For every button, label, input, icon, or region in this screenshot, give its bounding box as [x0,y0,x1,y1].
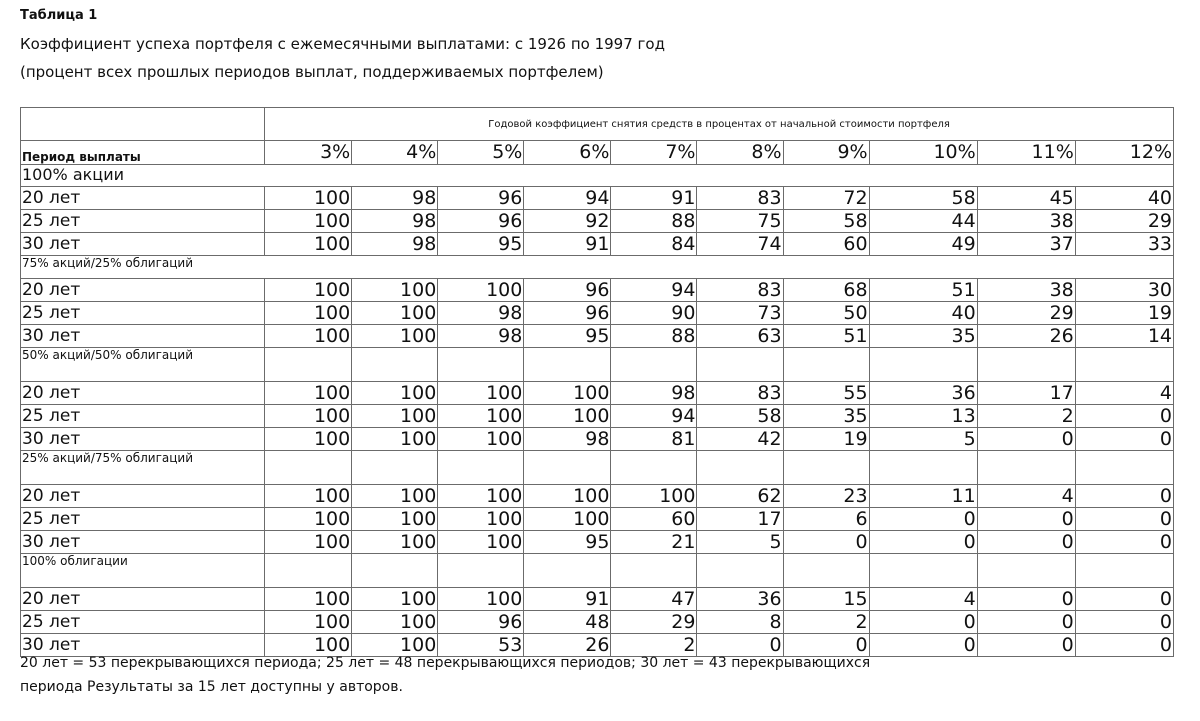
value-cell: 60 [611,508,697,531]
value-cell: 0 [783,531,869,554]
value-cell: 100 [524,485,611,508]
period-cell: 30 лет [21,531,265,554]
value-cell: 81 [611,428,697,451]
value-cell: 100 [352,405,438,428]
empty-cell [265,554,352,588]
value-cell: 98 [352,210,438,233]
value-cell: 100 [438,405,524,428]
value-cell: 100 [438,531,524,554]
section-label-row [21,554,1174,588]
empty-cell [352,554,438,588]
value-cell: 0 [977,634,1075,657]
table-label: Таблица 1 [20,8,98,23]
value-cell: 6 [783,508,869,531]
period-cell: 25 лет [21,405,265,428]
value-cell: 83 [697,279,783,302]
value-cell: 100 [265,325,352,348]
value-cell: 94 [611,279,697,302]
value-cell: 49 [869,233,977,256]
value-cell: 4 [977,485,1075,508]
value-cell: 92 [524,210,611,233]
value-cell: 55 [783,382,869,405]
value-cell: 14 [1075,325,1173,348]
empty-cell [524,451,611,485]
table-row [21,588,1174,611]
section-label: 75% акций/25% облигаций [21,256,1174,279]
section-label-row [21,348,1174,382]
value-cell: 15 [783,588,869,611]
table-row [21,405,1174,428]
value-cell: 100 [265,531,352,554]
value-cell: 100 [438,428,524,451]
rate-header: 6% [524,141,611,165]
value-cell: 100 [265,485,352,508]
value-cell: 0 [977,611,1075,634]
value-cell: 17 [977,382,1075,405]
value-cell: 75 [697,210,783,233]
value-cell: 100 [265,428,352,451]
value-cell: 0 [1075,485,1173,508]
value-cell: 0 [869,508,977,531]
value-cell: 0 [869,634,977,657]
header-blank-cell [21,108,265,141]
section-label-row [21,451,1174,485]
value-cell: 36 [697,588,783,611]
value-cell: 19 [1075,302,1173,325]
table-row [21,279,1174,302]
value-cell: 95 [524,531,611,554]
value-cell: 29 [611,611,697,634]
value-cell: 37 [977,233,1075,256]
value-cell: 96 [438,611,524,634]
value-cell: 73 [697,302,783,325]
value-cell: 96 [438,187,524,210]
value-cell: 26 [524,634,611,657]
value-cell: 98 [611,382,697,405]
empty-cell [783,348,869,382]
value-cell: 58 [869,187,977,210]
header-rate-row [21,141,1174,165]
value-cell: 94 [524,187,611,210]
value-cell: 11 [869,485,977,508]
value-cell: 74 [697,233,783,256]
value-cell: 53 [438,634,524,657]
empty-cell [977,554,1075,588]
footnote-line-2: периода Результаты за 15 лет доступны у авторов. [20,679,403,695]
value-cell: 0 [977,508,1075,531]
rate-header: 7% [611,141,697,165]
value-cell: 100 [352,382,438,405]
value-cell: 100 [265,302,352,325]
value-cell: 29 [1075,210,1173,233]
table-row [21,382,1174,405]
value-cell: 17 [697,508,783,531]
value-cell: 63 [697,325,783,348]
empty-cell [869,554,977,588]
empty-cell [1075,348,1173,382]
empty-cell [524,554,611,588]
section-label-row [21,165,1174,187]
empty-cell [977,451,1075,485]
value-cell: 100 [438,588,524,611]
empty-cell [611,348,697,382]
section-label: 25% акций/75% облигаций [21,451,265,485]
value-cell: 90 [611,302,697,325]
empty-cell [265,451,352,485]
empty-cell [524,348,611,382]
value-cell: 2 [977,405,1075,428]
empty-cell [869,348,977,382]
value-cell: 0 [1075,634,1173,657]
value-cell: 100 [265,233,352,256]
period-cell: 25 лет [21,210,265,233]
value-cell: 58 [783,210,869,233]
value-cell: 5 [697,531,783,554]
value-cell: 38 [977,279,1075,302]
section-label: 100% акции [21,165,1174,187]
value-cell: 38 [977,210,1075,233]
value-cell: 51 [783,325,869,348]
value-cell: 100 [352,611,438,634]
period-cell: 20 лет [21,588,265,611]
value-cell: 0 [1075,405,1173,428]
header-span-row [21,108,1174,141]
value-cell: 95 [524,325,611,348]
value-cell: 94 [611,405,697,428]
value-cell: 0 [697,634,783,657]
value-cell: 98 [352,187,438,210]
period-cell: 20 лет [21,382,265,405]
value-cell: 100 [265,405,352,428]
period-cell: 30 лет [21,634,265,657]
value-cell: 19 [783,428,869,451]
period-cell: 25 лет [21,302,265,325]
value-cell: 0 [977,531,1075,554]
rate-header: 3% [265,141,352,165]
rate-header: 4% [352,141,438,165]
empty-cell [977,348,1075,382]
table-title: Коэффициент успеха портфеля с ежемесячными выплатами: с 1926 по 1997 год [20,35,665,53]
table-row [21,634,1174,657]
empty-cell [352,348,438,382]
value-cell: 100 [265,210,352,233]
empty-cell [783,451,869,485]
value-cell: 0 [977,588,1075,611]
value-cell: 21 [611,531,697,554]
period-cell: 30 лет [21,233,265,256]
period-cell: 20 лет [21,187,265,210]
value-cell: 100 [352,279,438,302]
value-cell: 83 [697,382,783,405]
value-cell: 100 [438,508,524,531]
value-cell: 4 [1075,382,1173,405]
footnote-line-1: 20 лет = 53 перекрывающихся периода; 25 лет = 48 перекрывающихся периодов; 30 лет = 43 перекрывающихся [20,655,871,671]
value-cell: 35 [869,325,977,348]
value-cell: 4 [869,588,977,611]
value-cell: 58 [697,405,783,428]
period-cell: 30 лет [21,428,265,451]
value-cell: 100 [265,611,352,634]
value-cell: 50 [783,302,869,325]
value-cell: 100 [352,325,438,348]
empty-cell [697,554,783,588]
table-row [21,302,1174,325]
value-cell: 100 [265,382,352,405]
rate-header: 11% [977,141,1075,165]
value-cell: 30 [1075,279,1173,302]
table-subtitle: (процент всех прошлых периодов выплат, поддерживаемых портфелем) [20,63,604,81]
value-cell: 0 [869,531,977,554]
rate-header: 8% [697,141,783,165]
period-column-header: Период выплаты [21,141,265,165]
rate-header: 10% [869,141,977,165]
empty-cell [438,451,524,485]
value-cell: 100 [352,634,438,657]
value-cell: 0 [977,428,1075,451]
value-cell: 100 [352,531,438,554]
empty-cell [783,554,869,588]
value-cell: 100 [352,428,438,451]
empty-cell [265,348,352,382]
table-row [21,187,1174,210]
value-cell: 40 [1075,187,1173,210]
value-cell: 44 [869,210,977,233]
value-cell: 26 [977,325,1075,348]
value-cell: 88 [611,210,697,233]
value-cell: 33 [1075,233,1173,256]
value-cell: 88 [611,325,697,348]
value-cell: 23 [783,485,869,508]
empty-cell [1075,554,1173,588]
value-cell: 60 [783,233,869,256]
value-cell: 29 [977,302,1075,325]
table-body [21,108,1174,657]
value-cell: 100 [524,508,611,531]
rate-header: 12% [1075,141,1173,165]
value-cell: 48 [524,611,611,634]
section-label: 50% акций/50% облигаций [21,348,265,382]
value-cell: 100 [352,302,438,325]
table-row [21,210,1174,233]
value-cell: 5 [869,428,977,451]
table-row [21,428,1174,451]
value-cell: 42 [697,428,783,451]
period-cell: 25 лет [21,508,265,531]
empty-cell [611,451,697,485]
value-cell: 0 [1075,588,1173,611]
value-cell: 68 [783,279,869,302]
empty-cell [1075,451,1173,485]
empty-cell [697,348,783,382]
empty-cell [438,348,524,382]
withdrawal-rate-header: Годовой коэффициент снятия средств в процентах от начальной стоимости портфеля [265,108,1174,141]
value-cell: 100 [611,485,697,508]
value-cell: 98 [524,428,611,451]
table-row [21,325,1174,348]
period-cell: 20 лет [21,279,265,302]
value-cell: 96 [438,210,524,233]
table-row [21,485,1174,508]
value-cell: 0 [1075,428,1173,451]
value-cell: 96 [524,302,611,325]
value-cell: 100 [265,279,352,302]
value-cell: 100 [438,279,524,302]
empty-cell [697,451,783,485]
table-row [21,611,1174,634]
value-cell: 100 [265,187,352,210]
value-cell: 51 [869,279,977,302]
value-cell: 0 [869,611,977,634]
table-row [21,233,1174,256]
period-cell: 30 лет [21,325,265,348]
value-cell: 100 [352,508,438,531]
value-cell: 62 [697,485,783,508]
value-cell: 72 [783,187,869,210]
value-cell: 0 [1075,611,1173,634]
value-cell: 83 [697,187,783,210]
rate-header: 9% [783,141,869,165]
value-cell: 100 [524,382,611,405]
value-cell: 100 [265,588,352,611]
value-cell: 91 [524,233,611,256]
value-cell: 98 [438,302,524,325]
value-cell: 8 [697,611,783,634]
value-cell: 0 [1075,531,1173,554]
section-label: 100% облигации [21,554,265,588]
empty-cell [611,554,697,588]
value-cell: 40 [869,302,977,325]
table-row [21,531,1174,554]
value-cell: 47 [611,588,697,611]
value-cell: 96 [524,279,611,302]
value-cell: 2 [783,611,869,634]
value-cell: 2 [611,634,697,657]
value-cell: 13 [869,405,977,428]
value-cell: 100 [352,588,438,611]
value-cell: 100 [352,485,438,508]
value-cell: 100 [265,508,352,531]
value-cell: 100 [524,405,611,428]
table-row [21,508,1174,531]
section-label-row [21,256,1174,279]
empty-cell [352,451,438,485]
value-cell: 45 [977,187,1075,210]
period-cell: 20 лет [21,485,265,508]
value-cell: 100 [265,634,352,657]
value-cell: 36 [869,382,977,405]
value-cell: 91 [611,187,697,210]
value-cell: 91 [524,588,611,611]
value-cell: 95 [438,233,524,256]
period-cell: 25 лет [21,611,265,634]
value-cell: 98 [352,233,438,256]
empty-cell [869,451,977,485]
value-cell: 100 [438,382,524,405]
value-cell: 84 [611,233,697,256]
rate-header: 5% [438,141,524,165]
empty-cell [438,554,524,588]
value-cell: 98 [438,325,524,348]
value-cell: 0 [1075,508,1173,531]
value-cell: 0 [783,634,869,657]
value-cell: 35 [783,405,869,428]
withdrawal-success-table [20,107,1174,657]
value-cell: 100 [438,485,524,508]
